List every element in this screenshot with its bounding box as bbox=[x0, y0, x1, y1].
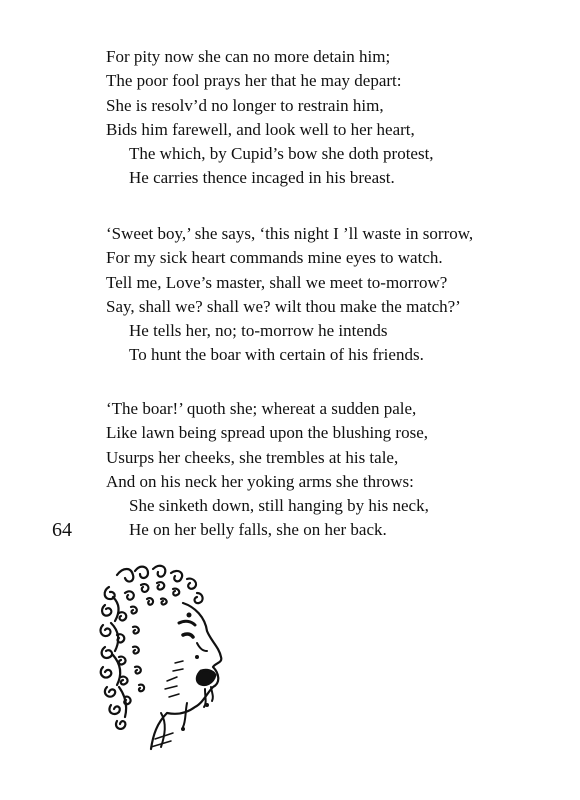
eye-stroke bbox=[183, 634, 193, 637]
poem-line-indented: He tells her, no; to-morrow he intends bbox=[129, 321, 388, 341]
head-illustration bbox=[95, 563, 240, 758]
poem-line: She is resolv’d no longer to restrain him, bbox=[106, 95, 384, 115]
poem-line: Usurps her cheeks, she trembles at his tale, bbox=[106, 447, 399, 467]
poem-line: ‘The boar!’ quoth she; whereat a sudden pale, bbox=[106, 399, 417, 418]
stanza-3 bbox=[106, 397, 556, 543]
poem-line: Like lawn being spread upon the blushing rose, bbox=[106, 423, 428, 443]
poem-line: The poor fool prays her that he may depart: bbox=[106, 71, 402, 91]
poem-line-indented: To hunt the boar with certain of his friends. bbox=[129, 345, 424, 365]
poem-line: Say, shall we? shall we? wilt thou make the match?’ bbox=[106, 296, 461, 316]
brow-stroke bbox=[179, 621, 195, 625]
poem-line: ‘Sweet boy,’ she says, ‘this night I ’ll waste in sorrow, bbox=[106, 224, 474, 243]
poem-line: Bids him farewell, and look well to her heart, bbox=[106, 119, 415, 139]
mouth-shape bbox=[197, 670, 215, 684]
page-number: 64 bbox=[52, 519, 72, 541]
poem-line: Tell me, Love’s master, shall we meet to-morrow? bbox=[106, 272, 448, 292]
poem-line-indented: He on her belly falls, she on her back. bbox=[129, 520, 387, 540]
stanza-1 bbox=[106, 45, 556, 191]
poem-line: For my sick heart commands mine eyes to watch. bbox=[106, 248, 443, 268]
poem-line: For pity now she can no more detain him; bbox=[106, 47, 391, 66]
poem-line-indented: He carries thence incaged in his breast. bbox=[129, 168, 395, 188]
poem-line: And on his neck her yoking arms she throws: bbox=[106, 471, 414, 491]
poem-line-indented: The which, by Cupid’s bow she doth protest, bbox=[129, 144, 434, 164]
stanza-2 bbox=[106, 222, 556, 368]
poem-line-indented: She sinketh down, still hanging by his neck, bbox=[129, 496, 429, 516]
